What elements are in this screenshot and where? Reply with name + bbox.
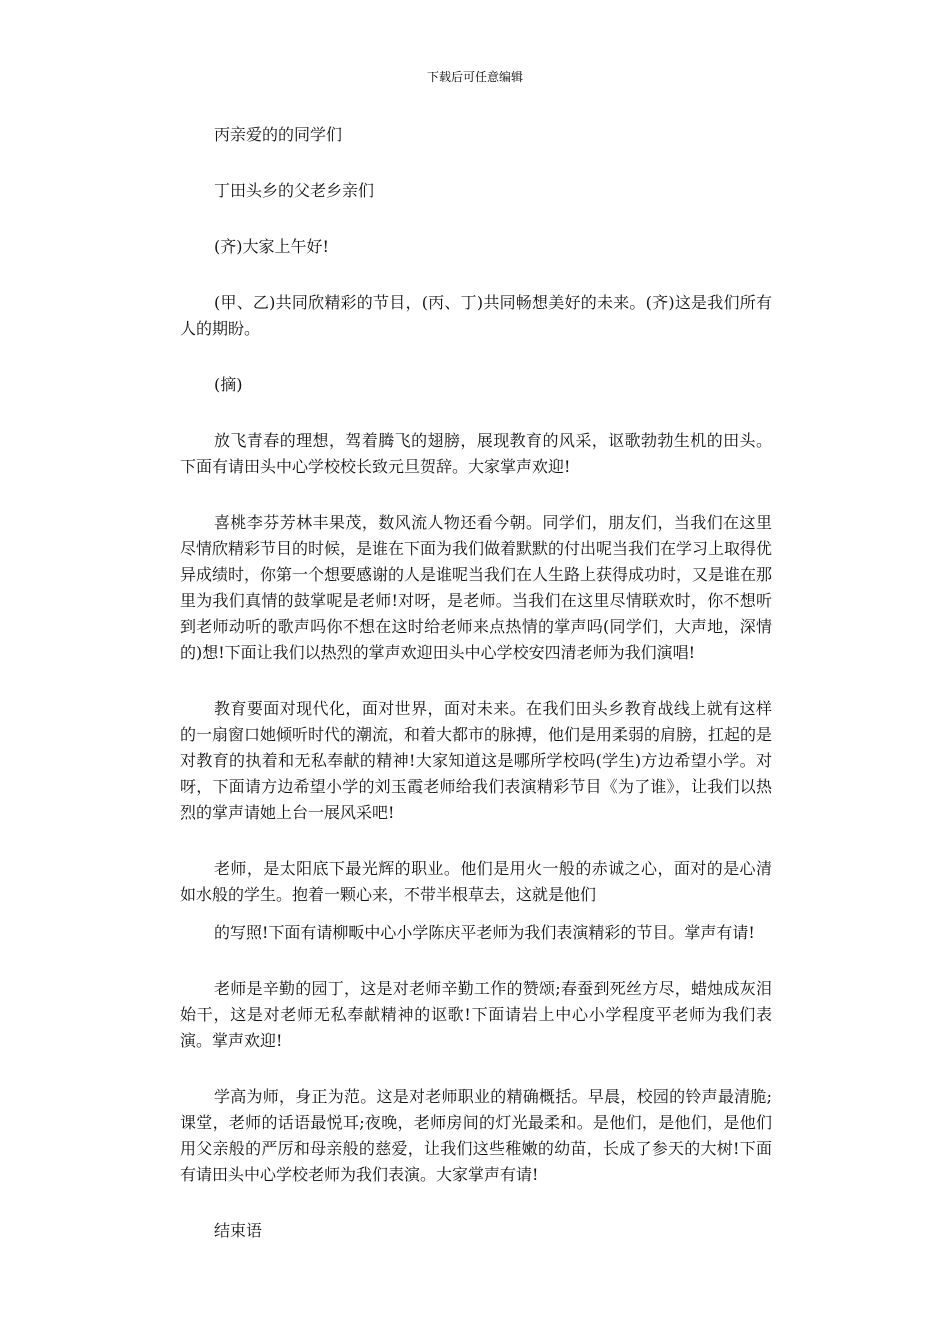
page-header-note: 下载后可任意编辑 (426, 70, 523, 84)
document-body (180, 122, 772, 1274)
greeting-classmates: 丙亲爱的的同学们 (214, 125, 343, 144)
gardener-paragraph: 老师是辛勤的园丁，这是对老师辛勤工作的赞颂;春蚕到死丝方尽，蜡烛成灰泪始干，这是对老师无私奉献精神的讴歌!下面请岩上中心小学程度平老师为我们表演。掌声欢迎! (180, 979, 772, 1050)
liufan-school-intro: 的写照!下面有请柳畈中心小学陈庆平老师为我们表演精彩的节目。掌声有请! (214, 923, 755, 942)
opening-paragraph: (甲、乙)共同欣精彩的节目，(丙、丁)共同畅想美好的未来。(齐)这是我们所有人的期盼。 (180, 293, 772, 338)
teacher-praise-paragraph: 老师，是太阳底下最光辉的职业。他们是用火一般的赤诚之心，面对的是心清如水般的学生。抱着一颗心来，不带半根草去，这就是他们 (180, 859, 772, 904)
abstract-marker: (摘) (214, 375, 243, 394)
fangbian-school-intro: 教育要面对现代化，面对世界，面对未来。在我们田头乡教育战线上就有这样的一扇窗口她倾听时代的潮流，和着大都市的脉搏，他们是用柔弱的肩膀，扛起的是对教育的执着和无私奉献的精神!大家知道这是哪所学校吗(学生)方边希望小学。对呀，下面请方边希望小学的刘玉霞老师给我们表演精彩节目《为了谁》，让我们以热烈的掌声请她上台一展风采吧! (180, 699, 773, 822)
role-model-paragraph: 学高为师，身正为范。这是对老师职业的精确概括。早晨，校园的铃声最清脆;课堂，老师的话语最悦耳;夜晚，老师房间的灯光最柔和。是他们，是他们，是他们用父亲般的严厉和母亲般的慈爱，让我们这些稚嫩的幼苗，长成了参天的大树!下面有请田头中心学校老师为我们表演。大家掌声有请! (180, 1087, 772, 1184)
greeting-good-morning: (齐)大家上午好! (214, 237, 329, 256)
closing-heading: 结束语 (214, 1221, 263, 1240)
principal-speech-intro: 放飞青春的理想，驾着腾飞的翅膀，展现教育的风采，讴歌勃勃生机的田头。下面有请田头中心学校校长致元旦贺辞。大家掌声欢迎! (180, 431, 772, 476)
greeting-villagers: 丁田头乡的父老乡亲们 (214, 181, 375, 200)
teacher-song-intro: 喜桃李芬芳林丰果茂，数风流人物还看今朝。同学们，朋友们，当我们在这里尽情欣精彩节目的时候，是谁在下面为我们做着默默的付出呢当我们在学习上取得优异成绩时，你第一个想要感谢的人是谁呢当我们在人生路上获得成功时，又是谁在那里为我们真情的鼓掌呢是老师!对呀，是老师。当我们在这里尽情联欢时，你不想听到老师动听的歌声吗你不想在这时给老师来点热情的掌声吗(同学们，大声地，深情的)想!下面让我们以热烈的掌声欢迎田头中心学校安四清老师为我们演唱! (180, 513, 773, 662)
